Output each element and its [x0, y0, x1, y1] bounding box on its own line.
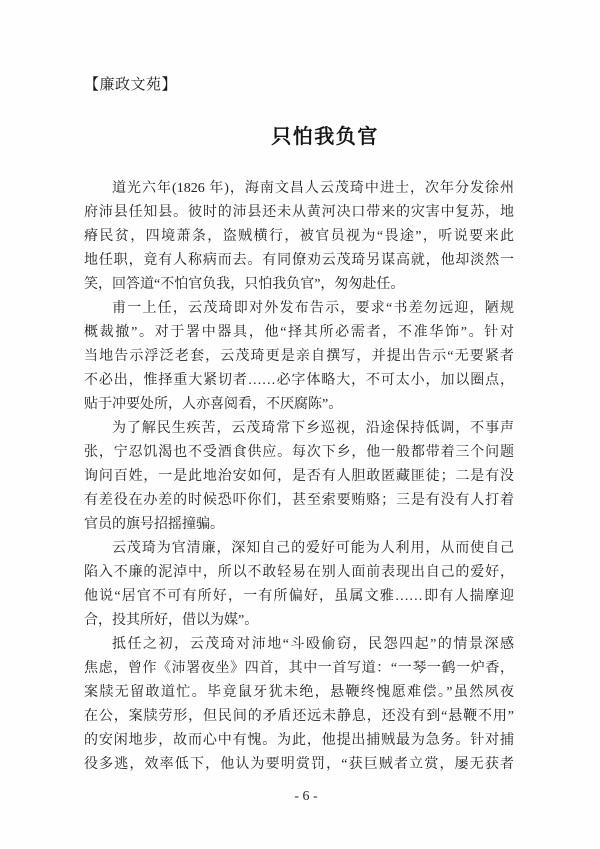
paragraph: [84, 417, 514, 537]
text-line: 贴于冲要处所，人亦喜阅看，不厌腐陈”。: [84, 397, 343, 412]
article-body: [84, 177, 514, 777]
text-line: 当地告示浮泛老套，云茂琦更是亲自撰写，并提出告示“无要紧者: [84, 349, 514, 364]
article-title: 只怕我负官: [271, 126, 379, 148]
text-line: 的安闲地步，故而心中有愧。为此，他提出捕贼最为急务。针对捕: [84, 733, 514, 748]
section-label: 【廉政文苑】: [84, 77, 178, 93]
text-line: 官员的旗号招摇撞骗。: [84, 517, 224, 532]
text-line: 地任职，竟有人称病而去。有同僚劝云茂琦另谋高就，他却淡然一: [84, 253, 514, 268]
text-line: 他说“居官不可有所好，一有所偏好，虽属文雅……即有人揣摩迎: [84, 589, 514, 604]
paragraph: [84, 177, 514, 297]
text-line: 瘠民贫，四境萧条，盗贼横行，被官员视为“畏途”，听说要来此: [84, 229, 514, 244]
text-line: 询问百姓，一是此地治安如何，是否有人胆敢匿藏匪徒；二是有没: [84, 469, 514, 484]
text-line: 张，宁忍饥渴也不受酒食供应。每次下乡，他一般都带着三个问题: [84, 445, 514, 460]
text-line: 笑，回答道“不怕官负我，只怕我负官”，匆匆赴任。: [84, 277, 405, 292]
text-line: 焦虑，曾作《沛署夜坐》四首，其中一首写道：“一琴一鹤一炉香，: [84, 661, 514, 676]
text-line: 不必出，惟择重大紧切者……必字体略大，不可太小，加以圈点，: [84, 373, 514, 388]
text-line: 府沛县任知县。彼时的沛县还未从黄河决口带来的灾害中复苏，地: [84, 205, 514, 220]
paragraph: [84, 633, 514, 777]
text-line: 案牍无留敢道忙。毕竟鼠牙犹未绝，悬鞭终愧愿难偿。”虽然夙夜: [84, 685, 514, 700]
text-line: 道光六年(1826 年)，海南文昌人云茂琦中进士，次年分发徐州: [112, 181, 514, 196]
text-line: 抵任之初，云茂琦对沛地“斗殴偷窃，民怨四起”的情景深感: [112, 637, 514, 652]
text-line: 云茂琦为官清廉，深知自己的爱好可能为人利用，从而使自己: [112, 541, 514, 556]
text-line: 甫一上任，云茂琦即对外发布告示，要求“书差勿远迎，陋规: [112, 301, 514, 316]
page-number: - 6 -: [294, 789, 318, 804]
text-line: 在公，案牍劳形，但民间的矛盾还远未静息，还没有到“悬鞭不用”: [84, 709, 514, 724]
text-line: 有差役在办差的时候恐吓你们，甚至索要贿赂；三是有没有人打着: [84, 493, 514, 508]
text-line: 役多逃，效率低下，他认为要明赏罚，“获巨贼者立赏，屡无获者: [84, 757, 514, 772]
text-line: 概裁撤”。对于署中器具，他“择其所必需者，不准华饰”。针对: [84, 325, 514, 340]
text-line: 合，投其所好，借以为媒”。: [84, 613, 259, 628]
text-line: 陷入不廉的泥淖中，所以不敢轻易在别人面前表现出自己的爱好，: [84, 565, 514, 580]
paragraph: [84, 297, 514, 417]
paragraph: [84, 537, 514, 633]
text-line: 为了解民生疾苦，云茂琦常下乡巡视，沿途保持低调，不事声: [112, 421, 514, 436]
